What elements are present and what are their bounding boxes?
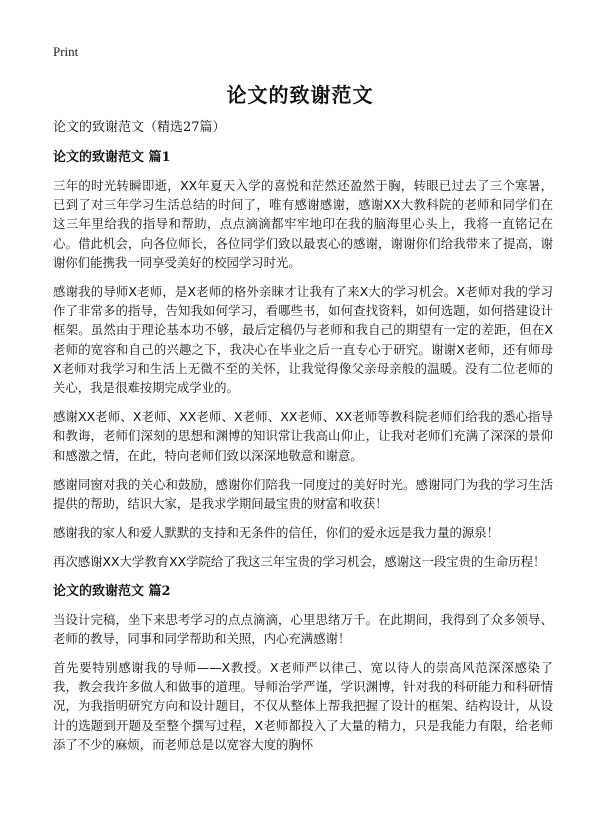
section-2 bbox=[53, 582, 553, 754]
paragraph: 感谢我的家人和爱人默默的支持和无条件的信任，你们的爱永远是我力量的源泉！ bbox=[53, 525, 500, 541]
paragraph: 感谢同窗对我的关心和鼓励，感谢你们陪我一同度过的美好时光。感谢同门为我的学习生活提供的帮助，结识大家，是我求学期间最宝贵的财富和收获！ bbox=[53, 476, 553, 512]
paragraph: 当设计完稿，坐下来思考学习的点点滴滴，心里思绪万千。在此期间，我得到了众多领导、老师的教导，同事和同学帮助和关照，内心充满感谢！ bbox=[53, 611, 553, 646]
document-subtitle: 论文的致谢范文（精选27篇） bbox=[53, 120, 226, 135]
print-label[interactable]: Print bbox=[53, 44, 79, 59]
document-title: 论文的致谢范文 bbox=[226, 83, 374, 107]
paragraph: 感谢我的导师X老师，是X老师的格外亲睐才让我有了来X大的学习机会。X老师对我的学习作了非常多的指导，告知我如何学习，看哪些书，如何查找资料，如何选题，如何搭建设计框架。虽然由于理论基本功不够，最后定稿仍与老师和我自己的期望有一定的差距，但在X老师的宽容和自己的兴趣之下，我决心在毕业之后一直专心于研究。谢谢X老师，还有师母X老师对我学习和生活上无微不至的关怀，让我觉得像父亲母亲般的温暖。没有二位老师的关心，我是很难按期完成学业的。 bbox=[53, 284, 553, 396]
section-heading: 论文的致谢范文 篇2 bbox=[53, 583, 171, 599]
paragraph: 感谢XX老师、X老师、XX老师、X老师、XX老师、XX老师等教科院老师们给我的悉心指导和教诲，老师们深刻的思想和渊博的知识常让我高山仰止，让我对老师们充满了深深的景仰和感激之情，在此，特向老师们致以深深地敬意和谢意。 bbox=[53, 409, 553, 463]
section-1 bbox=[53, 148, 553, 572]
paragraph: 首先要特别感谢我的导师——X教授。X老师严以律己、宽以待人的崇高风范深深感染了我，教会我许多做人和做事的道理。导师治学严谨，学识渊博，针对我的科研能力和科研情况，为我指明研究方向和设计题目，不仅从整体上帮我把握了设计的框架、结构设计，从设计的选题到开题及至整个撰写过程，X老师都投入了大量的精力，只是我能力有限，给老师添了不少的麻烦，而老师总是以宽容大度的胸怀 bbox=[53, 660, 553, 752]
document-body bbox=[53, 118, 553, 764]
paragraph: 三年的时光转瞬即逝，XX年夏天入学的喜悦和茫然还盈然于胸，转眼已过去了三个寒暑，已到了对三年学习生活总结的时间了，唯有感谢感谢，感谢XX大教科院的老师和同学们在这三年里给我的指导和帮助，点点滴滴都牢牢地印在我的脑海里心头上，我将一直铭记在心。借此机会，向各位师长，各位同学们致以最衷心的感谢，谢谢你们给我带来了提高，谢谢你们能携我一同享受美好的校园学习时光。 bbox=[53, 178, 553, 270]
paragraph: 再次感谢XX大学教育XX学院给了我这三年宝贵的学习机会，感谢这一段宝贵的生命历程！ bbox=[53, 554, 546, 570]
section-heading: 论文的致谢范文 篇1 bbox=[53, 150, 171, 165]
